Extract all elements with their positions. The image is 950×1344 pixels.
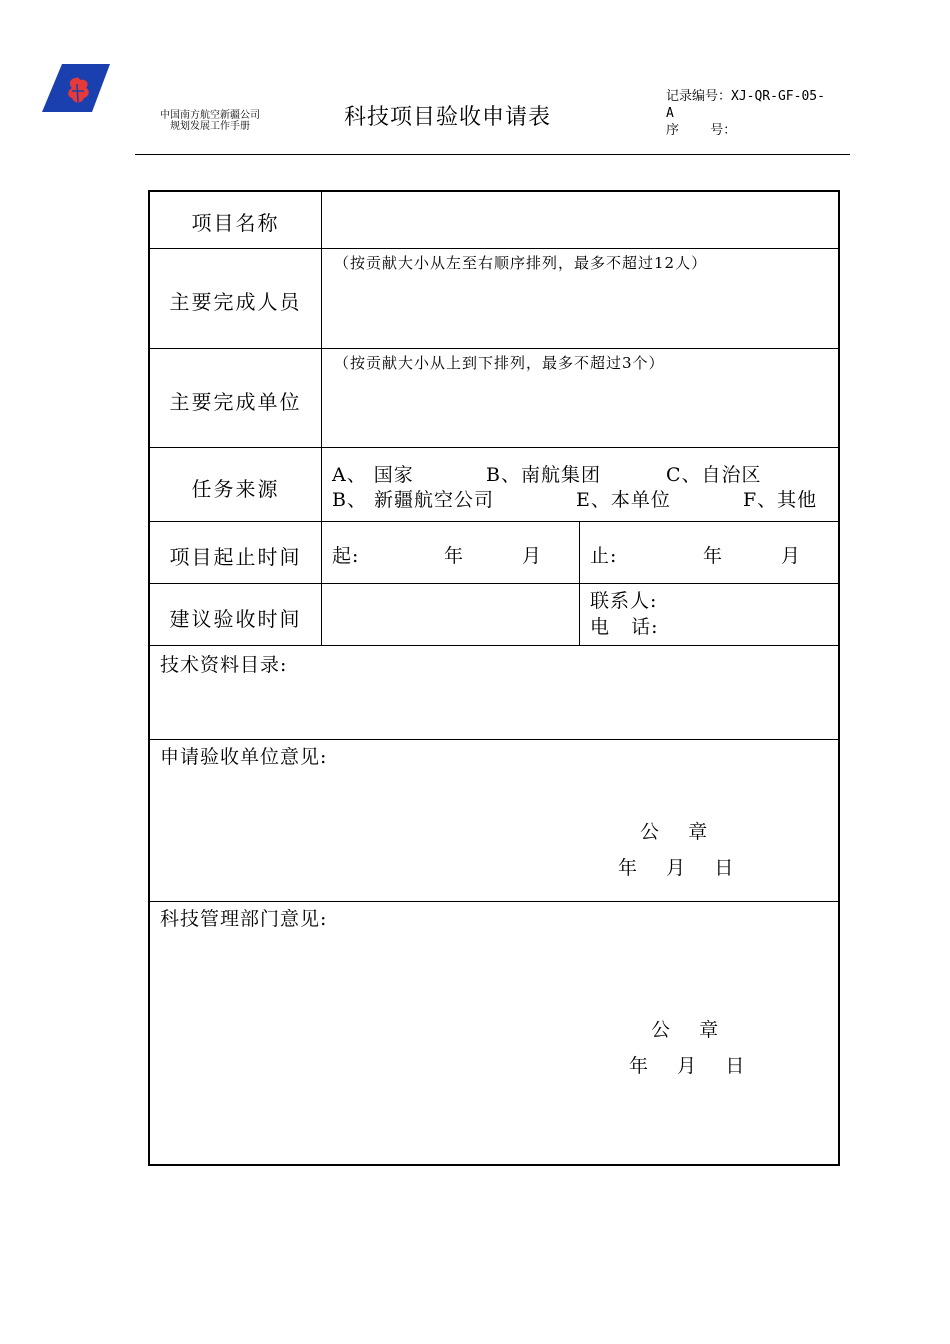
serial-number: 序 号： bbox=[666, 123, 737, 138]
suggested-acceptance-time-label: 建议验收时间 bbox=[169, 607, 302, 631]
members-label: 主要完成人员 bbox=[169, 290, 302, 314]
option-a-national[interactable]: A、 国家 bbox=[332, 464, 414, 486]
manual-name: 规划发展工作手册 bbox=[170, 121, 250, 132]
company-name: 中国南方航空新疆公司 bbox=[160, 110, 260, 121]
contact-person-label[interactable]: 联系人: bbox=[590, 590, 658, 612]
record-number-suffix: A bbox=[666, 106, 674, 121]
members-field[interactable] bbox=[322, 276, 838, 348]
tech-docs-field[interactable] bbox=[150, 676, 838, 739]
mgmt-date[interactable]: 年 月 日 bbox=[629, 1055, 746, 1077]
units-field[interactable] bbox=[322, 376, 838, 447]
phone-label[interactable]: 电 话: bbox=[590, 616, 659, 638]
start-month[interactable]: 月 bbox=[522, 545, 543, 567]
members-note: （按贡献大小从左至右顺序排列，最多不超过12人） bbox=[334, 254, 708, 272]
start-year[interactable]: 年 bbox=[444, 545, 465, 567]
option-d-xinjiang-airlines[interactable]: B、 新疆航空公司 bbox=[332, 489, 495, 511]
option-e-own-unit[interactable]: E、本单位 bbox=[576, 489, 671, 511]
suggested-acceptance-time-field[interactable] bbox=[322, 584, 579, 645]
option-f-other[interactable]: F、其他 bbox=[743, 489, 818, 511]
mgmt-seal: 公 章 bbox=[651, 1019, 720, 1041]
airline-logo bbox=[42, 64, 110, 112]
units-label: 主要完成单位 bbox=[169, 390, 302, 414]
project-period-label: 项目起止时间 bbox=[169, 545, 302, 569]
end-prefix: 止: bbox=[590, 545, 618, 567]
option-c-region[interactable]: C、自治区 bbox=[666, 464, 762, 486]
units-note: （按贡献大小从上到下排列，最多不超过3个） bbox=[334, 354, 665, 372]
end-year[interactable]: 年 bbox=[703, 545, 724, 567]
form-title: 科技项目验收申请表 bbox=[344, 105, 552, 130]
applicant-opinion-field[interactable] bbox=[150, 768, 838, 828]
project-name-field[interactable] bbox=[322, 192, 838, 248]
applicant-date[interactable]: 年 月 日 bbox=[618, 857, 735, 879]
option-b-group[interactable]: B、南航集团 bbox=[486, 464, 601, 486]
end-month[interactable]: 月 bbox=[781, 545, 802, 567]
tech-mgmt-opinion-label: 科技管理部门意见: bbox=[160, 908, 328, 930]
project-name-label: 项目名称 bbox=[191, 211, 280, 235]
task-source-label: 任务来源 bbox=[191, 477, 280, 501]
applicant-opinion-label: 申请验收单位意见: bbox=[160, 746, 328, 768]
tech-mgmt-opinion-field[interactable] bbox=[150, 930, 838, 1010]
start-prefix: 起: bbox=[332, 545, 360, 567]
header-rule bbox=[135, 154, 850, 155]
applicant-seal: 公 章 bbox=[640, 821, 709, 843]
record-number: 记录编号：XJ-QR-GF-05- bbox=[666, 89, 825, 104]
application-form-table bbox=[148, 190, 840, 1166]
tech-docs-label: 技术资料目录: bbox=[160, 654, 288, 676]
